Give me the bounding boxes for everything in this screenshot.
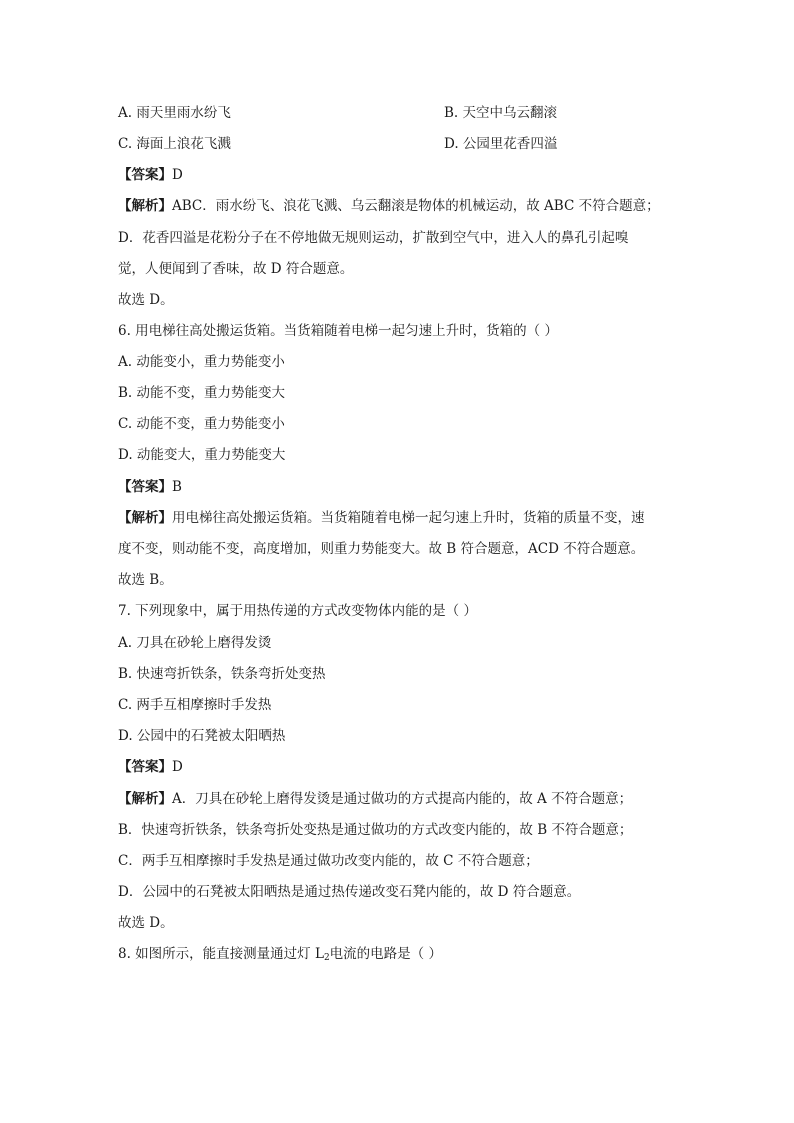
- q8-stem: [118, 945, 442, 967]
- q6-option-c: C. 动能不变，重力势能变小: [118, 416, 285, 432]
- q7-stem: 7. 下列现象中，属于用热传递的方式改变物体内能的是（ ）: [118, 603, 477, 619]
- answer-value: D: [172, 759, 183, 775]
- q7-analysis-3: C．两手互相摩擦时手发热是通过做功改变内能的，故 C 不符合题意；: [118, 853, 539, 869]
- answer-label: 【答案】: [118, 759, 172, 775]
- answer-value: B: [172, 479, 182, 495]
- q5-analysis-3: 觉，人便闻到了香味，故 D 符合题意。: [118, 261, 354, 277]
- answer-label: 【答案】: [118, 167, 172, 183]
- q5-conclusion: 故选 D。: [118, 292, 174, 308]
- q6-conclusion: 故选 B。: [118, 572, 173, 588]
- analysis-label: 【解析】: [118, 198, 172, 214]
- answer-label: 【答案】: [118, 479, 172, 495]
- analysis-text: ABC．雨水纷飞、浪花飞溅、乌云翻滚是物体的机械运动，故 ABC 不符合题意；: [172, 198, 660, 214]
- q5-option-a: A. 雨天里雨水纷飞: [118, 105, 231, 121]
- q6-option-a: A. 动能变小，重力势能变小: [118, 354, 285, 370]
- q7-analysis-1: [118, 790, 632, 808]
- q7-option-b: B. 快速弯折铁条，铁条弯折处变热: [118, 666, 326, 682]
- q7-answer: [118, 758, 183, 776]
- q6-answer: [118, 478, 182, 496]
- q5-answer: [118, 166, 183, 184]
- q7-option-c: C. 两手互相摩擦时手发热: [118, 697, 272, 713]
- q7-option-d: D. 公园中的石凳被太阳晒热: [118, 728, 286, 744]
- analysis-text: A．刀具在砂轮上磨得发烫是通过做功的方式提高内能的，故 A 不符合题意；: [172, 791, 633, 807]
- q6-analysis-2: 度不变，则动能不变，高度增加，则重力势能变大。故 B 符合题意，ACD 不符合题意。: [118, 541, 645, 557]
- q7-analysis-2: B．快速弯折铁条，铁条弯折处变热是通过做功的方式改变内能的，故 B 不符合题意；: [118, 822, 633, 838]
- analysis-label: 【解析】: [118, 791, 172, 807]
- analysis-text: 用电梯往高处搬运货箱。当货箱随着电梯一起匀速上升时，货箱的质量不变，速: [172, 510, 645, 526]
- q8-stem-subscript: 2: [323, 953, 330, 963]
- q7-option-a: A. 刀具在砂轮上磨得发烫: [118, 635, 272, 651]
- q6-analysis-1: [118, 509, 645, 527]
- q6-option-b: B. 动能不变，重力势能变大: [118, 385, 286, 401]
- q5-option-c: C. 海面上浪花飞溅: [118, 136, 231, 152]
- q6-option-d: D. 动能变大，重力势能变大: [118, 447, 286, 463]
- q5-analysis-1: [118, 197, 660, 215]
- q5-option-d: D. 公园里花香四溢: [444, 136, 558, 152]
- q7-conclusion: 故选 D。: [118, 915, 174, 931]
- q5-option-b: B. 天空中乌云翻滚: [444, 105, 558, 121]
- q5-analysis-2: D．花香四溢是花粉分子在不停地做无规则运动，扩散到空气中，进入人的鼻孔引起嗅: [118, 230, 629, 246]
- q8-stem-text: 8. 如图所示，能直接测量通过灯 L: [118, 946, 324, 962]
- q7-analysis-4: D．公园中的石凳被太阳晒热是通过热传递改变石凳内能的，故 D 符合题意。: [118, 884, 581, 900]
- analysis-label: 【解析】: [118, 510, 172, 526]
- answer-value: D: [172, 167, 183, 183]
- q6-stem: 6. 用电梯往高处搬运货箱。当货箱随着电梯一起匀速上升时，货箱的（ ）: [118, 323, 558, 339]
- q8-stem-text-end: 电流的电路是（ ）: [329, 946, 442, 962]
